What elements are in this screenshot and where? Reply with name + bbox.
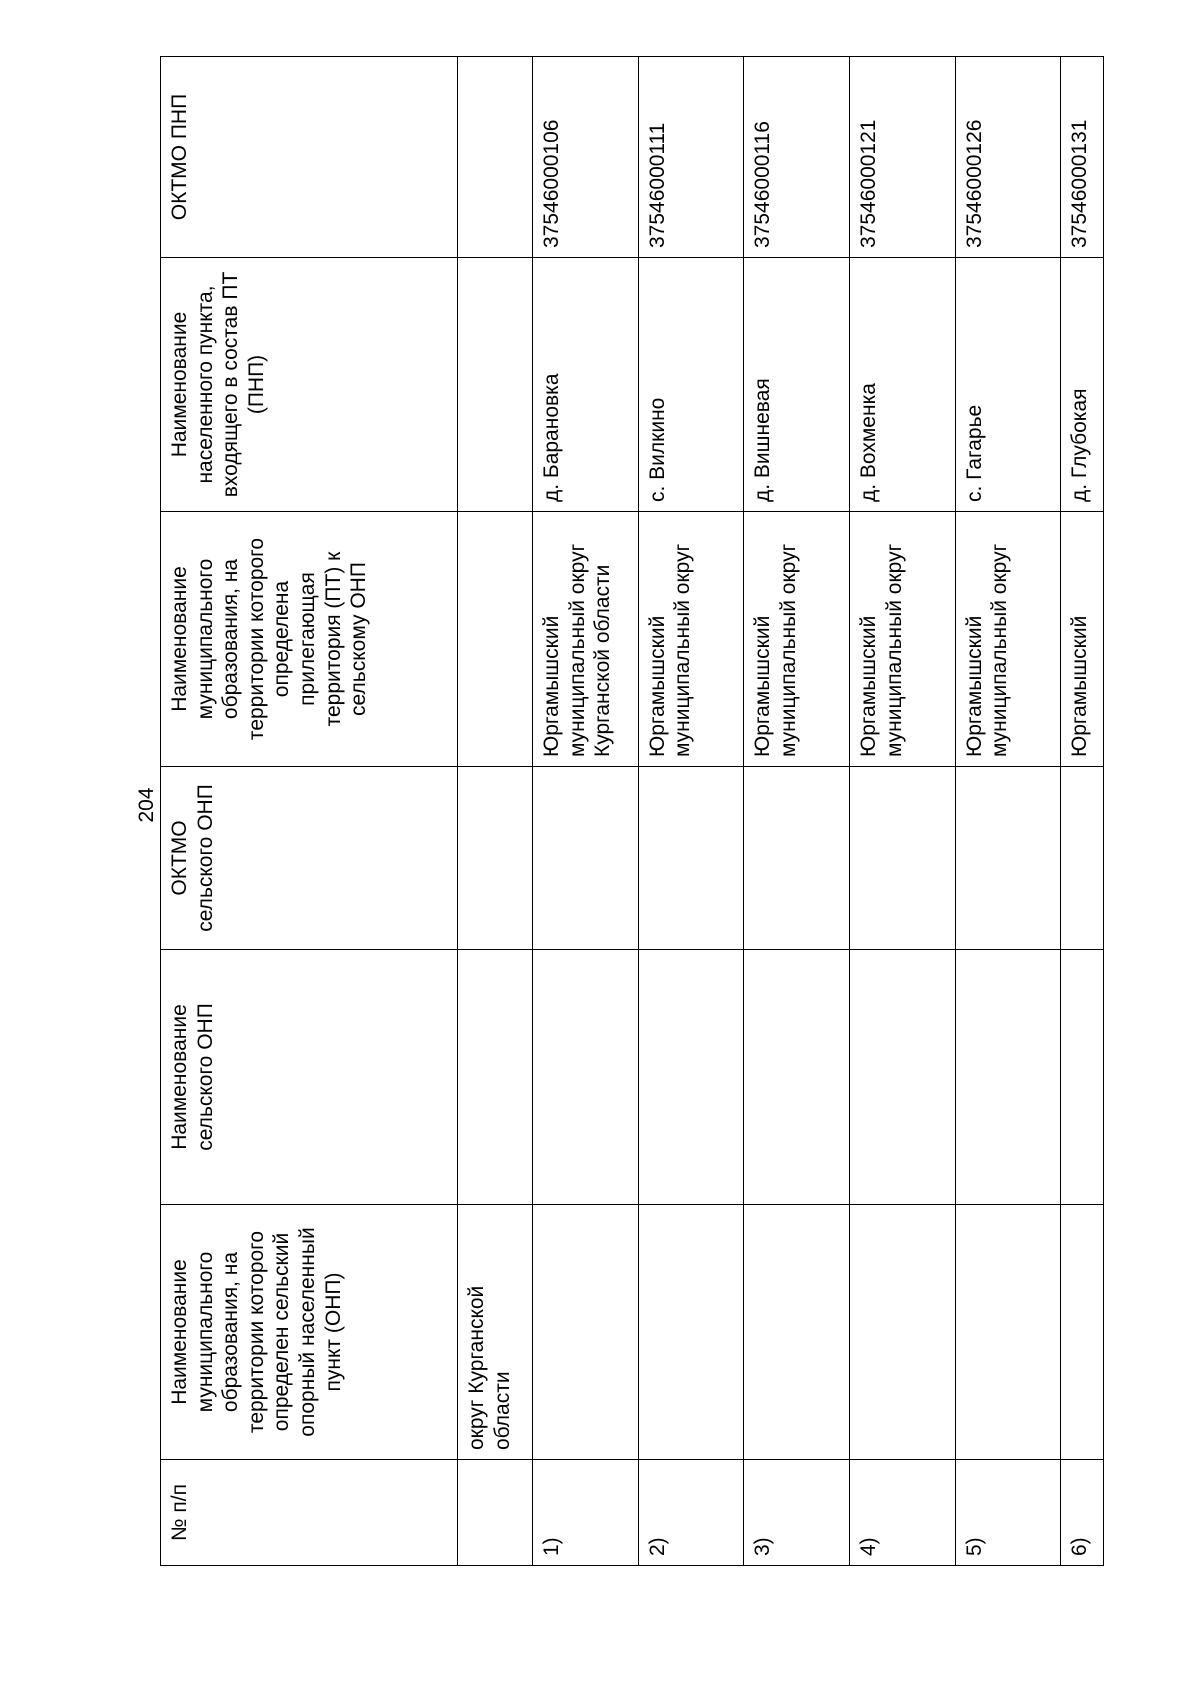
table-cell [458,258,533,512]
table-cell [1061,1205,1104,1460]
table-cell [1061,767,1104,950]
oktmo-cell: 37546000131 [1061,57,1104,258]
table-cell [458,57,533,258]
table-cell [744,767,850,950]
oktmo-cell: 37546000126 [955,57,1061,258]
table-cell [850,767,956,950]
table-row [744,57,850,1566]
header-row [161,57,458,1566]
oktmo-cell: 37546000111 [638,57,744,258]
table-cell [533,950,639,1205]
settlement-name-cell: с. Вилкино [638,258,744,512]
header-cell-pnp-name: Наименование населенного пункта, входящего в состав ПТ (ПНП) [161,258,458,512]
page-number: 204 [135,787,158,823]
table-cell [850,950,956,1205]
table-cell [638,767,744,950]
table-cell [1061,950,1104,1205]
header-cell-number: № п/п [161,1460,458,1566]
continuation-row [458,57,533,1566]
table-row [955,57,1061,1566]
header-cell-pnp-oktmo: ОКТМО ПНП [161,57,458,258]
table-cell [955,1205,1061,1460]
table-cell [850,1205,956,1460]
settlements-table [160,56,1104,1566]
table-cell [638,950,744,1205]
table-row [533,57,639,1566]
table-cell [955,767,1061,950]
row-number: 5) [955,1460,1061,1566]
rotated-table-container [160,57,1104,1566]
table-cell [458,767,533,950]
row-number: 4) [850,1460,956,1566]
pt-municipality-cell: Юргамышский муниципальный округ [955,512,1061,767]
table-cell [744,1205,850,1460]
settlement-name-cell: с. Гагарье [955,258,1061,512]
header-cell-onp-name: Наименование сельского ОНП [161,950,458,1205]
table-cell [744,950,850,1205]
header-cell-pt-municipality: Наименование муниципального образования, на территории которого определена прилегающая территория (ПТ) к сельскому ОНП [161,512,458,767]
oktmo-cell: 37546000106 [533,57,639,258]
settlement-name-cell: д. Вохменка [850,258,956,512]
table-cell [458,512,533,767]
table-cell: округ Курганской области [458,1205,533,1460]
table-cell [458,1460,533,1566]
row-number: 2) [638,1460,744,1566]
oktmo-cell: 37546000121 [850,57,956,258]
table-cell [638,1205,744,1460]
pt-municipality-cell: Юргамышский муниципальный округ [638,512,744,767]
table-cell [533,767,639,950]
pt-municipality-cell: Юргамышский муниципальный округ [850,512,956,767]
row-number: 3) [744,1460,850,1566]
row-number: 6) [1061,1460,1104,1566]
table-row [638,57,744,1566]
settlement-name-cell: д. Вишневая [744,258,850,512]
table-cell [955,950,1061,1205]
table-row [1061,57,1104,1566]
oktmo-cell: 37546000116 [744,57,850,258]
header-cell-onp-municipality: Наименование муниципального образования, на территории которого определен сельский опорный населенный пункт (ОНП) [161,1205,458,1460]
pt-municipality-cell: Юргамышский [1061,512,1104,767]
table-cell [458,950,533,1205]
pt-municipality-cell: Юргамышский муниципальный округ [744,512,850,767]
table-row [850,57,956,1566]
pt-municipality-cell: Юргамышский муниципальный округ Курганской области [533,512,639,767]
settlement-name-cell: д. Барановка [533,258,639,512]
settlement-name-cell: д. Глубокая [1061,258,1104,512]
row-number: 1) [533,1460,639,1566]
table-cell [533,1205,639,1460]
header-cell-onp-oktmo: ОКТМО сельского ОНП [161,767,458,950]
